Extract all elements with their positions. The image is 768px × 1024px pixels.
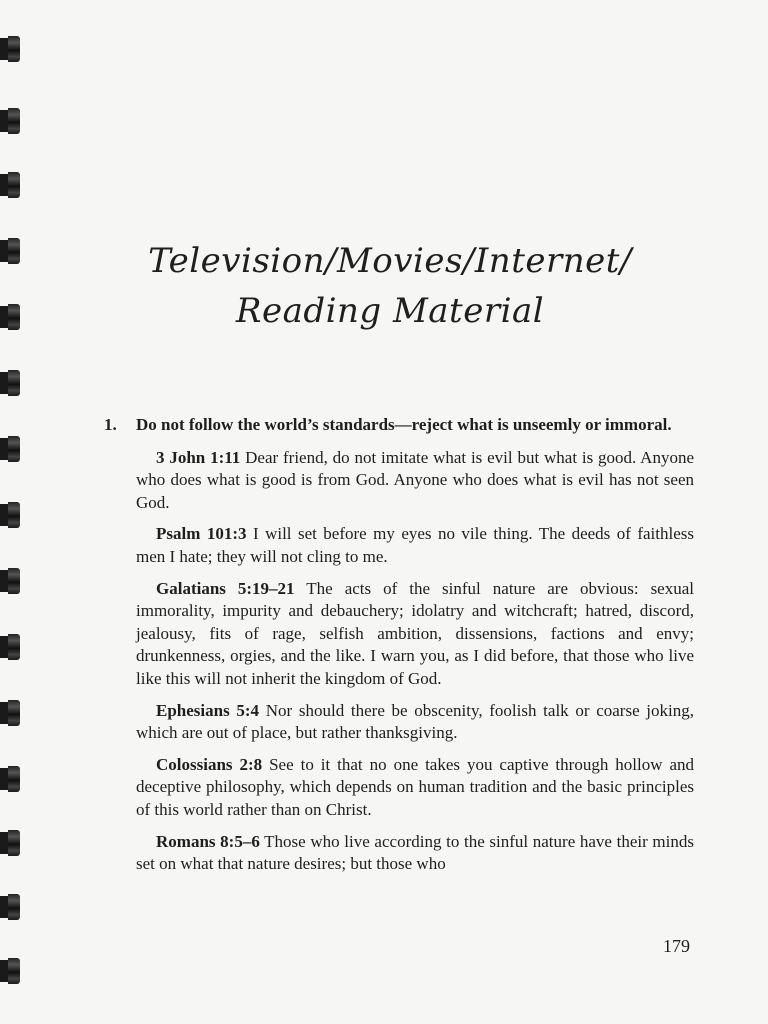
spiral-binding [0,0,26,1024]
verse-reference: Romans 8:5–6 [156,831,260,851]
verse-text: Those who live according to the sinful nature have their minds set on what that nature desires; but those who [136,831,694,874]
binding-ring [0,502,22,528]
binding-ring [0,958,22,984]
verse-text: Nor should there be obscenity, foolish talk or coarse joking, which are out of place, but rather thanksgiving. [136,700,694,743]
verse-text: Dear friend, do not imitate what is evil but what is good. Anyone who does what is good is from God. Anyone who does what is evil has not seen God. [136,447,695,512]
verse-paragraph [136,831,694,876]
binding-ring [0,36,22,62]
verse-reference: Psalm 101:3 [156,524,247,544]
chapter-title [60,236,720,336]
page-number: 179 [663,936,690,956]
binding-ring [0,894,22,920]
chapter-title-line-2: Reading Material [235,291,545,331]
verse-paragraph [136,754,694,822]
verse-paragraph [136,700,694,745]
binding-ring [0,436,22,462]
verse-reference: 3 John 1:11 [156,447,241,467]
binding-ring [0,370,22,396]
verse-paragraph [136,578,694,691]
verse-reference: Galatians 5:19–21 [156,578,295,598]
binding-ring [0,304,22,330]
chapter-title-line-1: Television/Movies/Internet/ [148,241,632,281]
page-content [104,414,694,885]
verse-paragraph [136,447,694,515]
section-number: 1. [104,415,117,434]
section-heading-text: Do not follow the world’s standards—reject what is unseemly or immoral. [136,415,672,434]
section-heading [104,414,694,437]
binding-ring [0,634,22,660]
binding-ring [0,830,22,856]
verse-text: See to it that no one takes you captive through hollow and deceptive philosophy, which depends on human tradition and the basic principles of this world rather than on Christ. [136,754,694,819]
verse-reference: Ephesians 5:4 [156,700,260,720]
verse-reference: Colossians 2:8 [156,754,263,774]
binding-ring [0,172,22,198]
binding-ring [0,700,22,726]
binding-ring [0,238,22,264]
verse-text: The acts of the sinful nature are obvious: sexual immorality, impurity and debauchery; idolatry and witchcraft; hatred, discord, jealousy, fits of rage, selfish ambition, dissensions, factions and envy; drunkenness, orgies, and the like. I warn you, as I did before, that those who live like this will not inherit the kingdom of God. [136,578,694,688]
binding-ring [0,108,22,134]
binding-ring [0,568,22,594]
binding-ring [0,766,22,792]
verse-paragraph [136,523,694,568]
verse-text: I will set before my eyes no vile thing. The deeds of faithless men I hate; they will not cling to me. [136,524,695,566]
